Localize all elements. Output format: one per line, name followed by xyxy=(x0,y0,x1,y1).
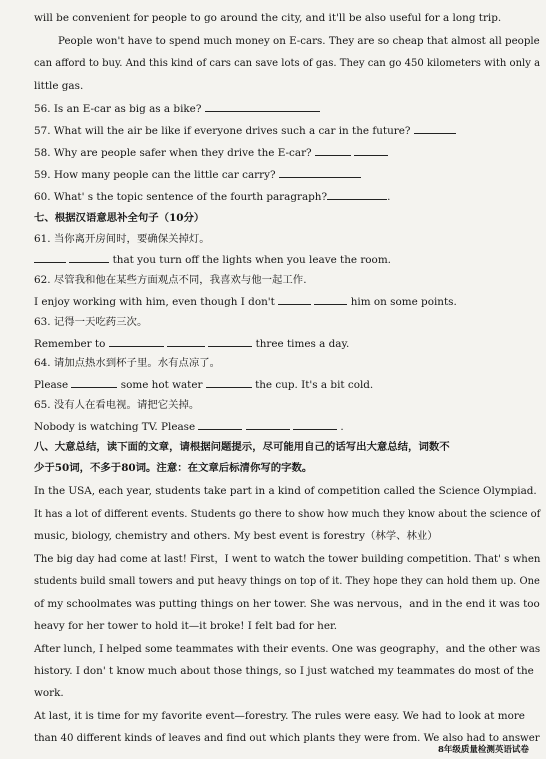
answer-blank[interactable] xyxy=(198,419,242,430)
passage-line: People won't have to spend much money on E-cars. They are so cheap that almost all people xyxy=(58,35,540,47)
answer-blank[interactable] xyxy=(71,377,117,388)
page-footer: 8年级质量检测英语试卷 xyxy=(438,745,529,755)
answer-blank[interactable] xyxy=(208,336,252,347)
trailing-text: him on some points. xyxy=(347,296,457,308)
passage-line: It has a lot of different events. Students go there to show how much they know about the science of xyxy=(34,508,541,520)
trailing-text: the cup. It's a bit cold. xyxy=(251,379,374,391)
trailing-text: . xyxy=(387,191,391,203)
answer-blank[interactable] xyxy=(414,123,456,134)
passage-line: After lunch, I helped some teammates with their events. One was geography，and the other was xyxy=(34,643,541,655)
answer-blank[interactable] xyxy=(34,252,66,263)
question-text: 58. Why are people safer when they drive the E-car? xyxy=(34,147,315,159)
question-text: 59. How many people can the little car carry? xyxy=(34,169,279,181)
question-60 xyxy=(34,189,390,204)
passage-line: can afford to buy. And this kind of cars can save lots of gas. They can go 450 kilometers with only a xyxy=(34,57,541,69)
prompt-61: 61. 当你离开房间时，要确保关掉灯。 xyxy=(34,233,210,245)
answer-blank[interactable] xyxy=(167,336,205,347)
sentence-text: Nobody is watching TV. Please xyxy=(34,421,199,433)
trailing-text: . xyxy=(337,421,344,433)
question-58 xyxy=(34,145,388,160)
passage-line: work. xyxy=(34,687,64,699)
sentence-text: that you turn off the lights when you leave the room. xyxy=(112,254,391,266)
question-56 xyxy=(34,101,320,116)
passage-line: will be convenient for people to go around the city, and it'll be also useful for a long trip. xyxy=(34,12,502,24)
sentence-62 xyxy=(34,294,457,309)
sentence-text: I enjoy working with him, even though I don't xyxy=(34,296,279,308)
answer-blank[interactable] xyxy=(206,377,252,388)
answer-blank[interactable] xyxy=(354,145,388,156)
question-text: 57. What will the air be like if everyone drives such a car in the future? xyxy=(34,125,414,137)
prompt-64: 64. 请加点热水到杯子里。水有点凉了。 xyxy=(34,357,221,369)
answer-blank[interactable] xyxy=(205,101,320,112)
passage-line: In the USA, each year, students take part in a kind of competition called the Science Olympiad. xyxy=(34,485,537,497)
question-57 xyxy=(34,123,456,138)
question-text: 60. What' s the topic sentence of the fourth paragraph? xyxy=(34,191,328,203)
passage-line: At last, it is time for my favorite event—forestry. The rules were easy. We had to look at more xyxy=(34,710,525,722)
section-heading-8: 八、大意总结，读下面的文章，请根据问题提示，尽可能用自己的话写出大意总结，词数不 xyxy=(34,441,450,453)
prompt-63: 63. 记得一天吃药三次。 xyxy=(34,316,148,328)
sentence-63 xyxy=(34,336,349,351)
sentence-64 xyxy=(34,377,373,392)
passage-line: students build small towers and put heavy things on top of it. They hope they can hold them up. One xyxy=(34,575,540,587)
question-text: 56. Is an E-car as big as a bike? xyxy=(34,103,205,115)
answer-blank[interactable] xyxy=(69,252,109,263)
passage-line: of my schoolmates was putting things on her tower. She was nervous，and in the end it was too xyxy=(34,598,540,610)
trailing-text: three times a day. xyxy=(252,338,350,350)
answer-blank[interactable] xyxy=(246,419,290,430)
prompt-65: 65. 没有人在看电视。请把它关掉。 xyxy=(34,399,200,411)
passage-line: than 40 different kinds of leaves and find out which plants they were from. We also had to answer xyxy=(34,732,540,744)
section-heading-7: 七、根据汉语意思补全句子（10分） xyxy=(34,212,205,224)
answer-blank[interactable] xyxy=(279,167,361,178)
answer-blank[interactable] xyxy=(293,419,337,430)
passage-line: little gas. xyxy=(34,80,84,92)
middle-text: some hot water xyxy=(117,379,206,391)
sentence-65 xyxy=(34,419,344,434)
sentence-61 xyxy=(34,252,391,267)
answer-blank[interactable] xyxy=(109,336,164,347)
passage-line: The big day had come at last! First，I went to watch the tower building competition. That' s when xyxy=(34,553,541,565)
answer-blank[interactable] xyxy=(314,294,347,305)
section-instructions: 少于50词，不多于80词。注意：在文章后标清你写的字数。 xyxy=(34,462,313,474)
passage-line: music, biology, chemistry and others. My best event is forestry（林学、林业） xyxy=(34,530,438,542)
answer-blank[interactable] xyxy=(327,189,387,200)
sentence-text: Please xyxy=(34,379,72,391)
sentence-text: Remember to xyxy=(34,338,109,350)
answer-blank[interactable] xyxy=(315,145,351,156)
passage-line: history. I don' t know much about those things, so I just watched my teammates do most of the xyxy=(34,665,534,677)
question-59 xyxy=(34,167,361,182)
prompt-62: 62. 尽管我和他在某些方面观点不同，我喜欢与他一起工作. xyxy=(34,274,307,286)
answer-blank[interactable] xyxy=(278,294,311,305)
passage-line: heavy for her tower to hold it—it broke! I felt bad for her. xyxy=(34,620,338,632)
